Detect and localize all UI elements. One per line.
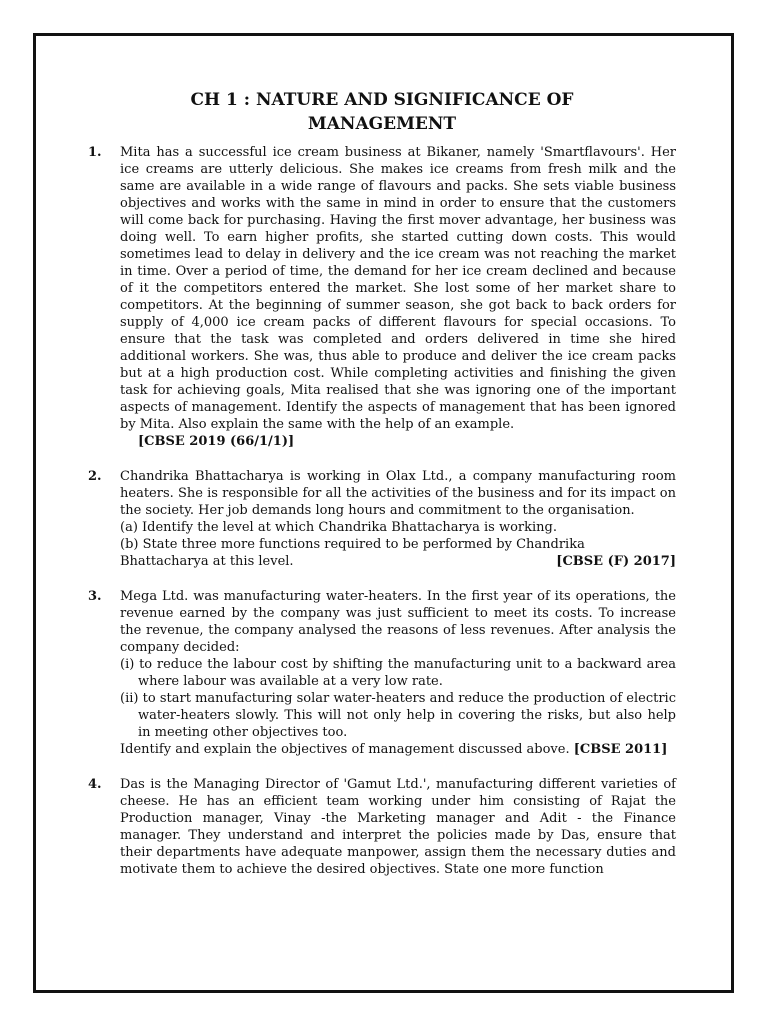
title-line-1: CH 1 : NATURE AND SIGNIFICANCE OF — [190, 90, 574, 110]
question-text: Mega Ltd. was manufacturing water-heaters. In the first year of its operations, the revenue earned by the company was just sufficient to meet its costs. To increase the revenue, the company analysed the reasons of less revenues. After analysis the company decided: — [120, 589, 676, 655]
question-reference: [CBSE 2011] — [573, 742, 668, 757]
document-content — [88, 88, 676, 896]
question-body — [120, 776, 676, 878]
title-line-2: MANAGEMENT — [307, 114, 457, 134]
question-part-b-end: Bhattacharya at this level. — [120, 554, 294, 569]
question-body — [120, 144, 676, 450]
question-text: Mita has a successful ice cream business at Bikaner, namely 'Smartflavours'. Her ice creams are utterly delicious. She makes ice creams from fresh milk and the same are available in a wide range of flavours and packs. She sets viable business objectives and works with the same in mind in order to ensure that the customers will come back for purchasing. Having the first mover advantage, her business was doing well. To earn higher profits, she started cutting down costs. This would sometimes lead to delay in delivery and the ice cream was not reaching the market in time. Over a period of time, the demand for her ice cream declined and because of it the competitors entered the market. She lost some of her market share to competitors. At the beginning of summer season, she got back to back orders for supply of 4,000 ice cream packs of different flavours for special occasions. To ensure that the task was completed and orders delivered in time she hired additional workers. She was, thus able to produce and deliver the ice cream packs but at a high production cost. While completing activities and finishing the given task for achieving goals, Mita realised that she was ignoring one of the important aspects of management. Identify the aspects of management that has been ignored by Mita. Also explain the same with the help of an example. — [120, 145, 676, 432]
question-2 — [88, 468, 676, 570]
question-3 — [88, 588, 676, 758]
question-part-b: (b) State three more functions required to be performed by Chandrika — [120, 537, 585, 552]
question-reference: [CBSE (F) 2017] — [556, 554, 676, 569]
question-number: 1. — [88, 145, 102, 160]
question-1 — [88, 144, 676, 450]
question-part-a: (a) Identify the level at which Chandrika Bhattacharya is working. — [120, 520, 557, 535]
question-reference: [CBSE 2019 (66/1/1)] — [138, 434, 295, 449]
question-text: Chandrika Bhattacharya is working in Olax Ltd., a company manufacturing room heaters. She is responsible for all the activities of the business and for its impact on the society. Her job demands long hours and commitment to the organisation. — [120, 469, 676, 518]
question-number: 4. — [88, 777, 102, 792]
page-title — [88, 88, 676, 136]
question-point-ii: (ii) to start manufacturing solar water-heaters and reduce the production of electric water-heaters slowly. This will not only help in covering the risks, but also help in meeting other objectives too. — [120, 691, 676, 740]
question-number: 2. — [88, 469, 102, 484]
question-point-i: (i) to reduce the labour cost by shifting the manufacturing unit to a backward area where labour was available at a very low rate. — [120, 657, 676, 689]
question-text: Das is the Managing Director of 'Gamut Ltd.', manufacturing different varieties of cheese. He has an efficient team working under him consisting of Rajat the Production manager, Vinay -the Marketing manager and Adit - the Finance manager. They understand and interpret the policies made by Das, ensure that their departments have adequate manpower, assign them the necessary duties and motivate them to achieve the desired objectives. State one more function — [120, 777, 676, 877]
question-body — [120, 588, 676, 758]
question-closing — [120, 741, 676, 758]
question-part-b-continued — [120, 553, 676, 570]
question-body — [120, 468, 676, 570]
question-closing-text: Identify and explain the objectives of management discussed above. — [120, 742, 570, 757]
question-4 — [88, 776, 676, 878]
question-number: 3. — [88, 589, 102, 604]
